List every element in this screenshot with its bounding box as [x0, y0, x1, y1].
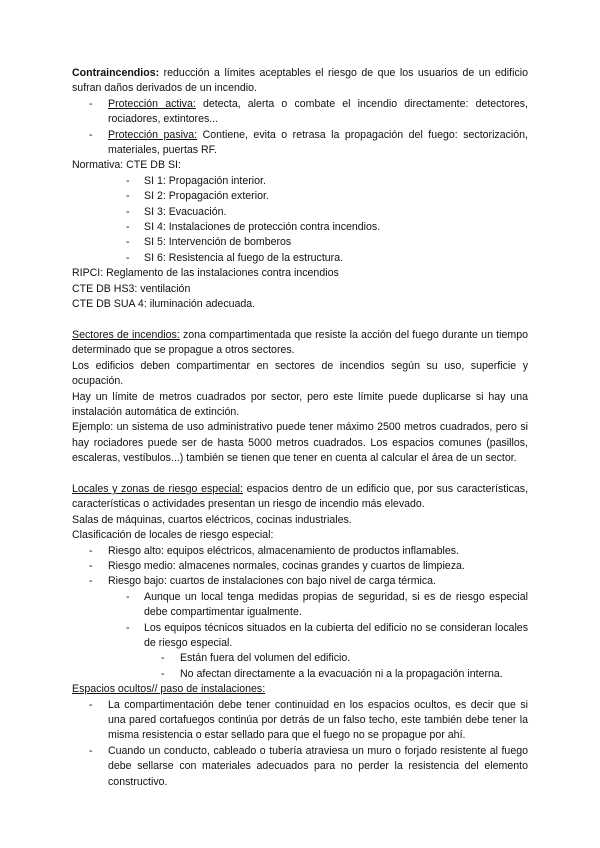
document-page — [72, 66, 528, 790]
locales-paragraph: Locales y zonas de riesgo especial: espacios dentro de un edificio que, por sus características, características o actividades presentan un riesgo de incendio más elevado. — [72, 482, 529, 511]
espacios-ocultos-heading — [72, 682, 528, 697]
list-item: - Cuando un conducto, cableado o tubería atraviesa un muro o forjado resistente al fuego debe sellarse con materiales adecuados para no perder la resistencia del elemento constructivo. — [89, 744, 528, 788]
list-item: - SI 2: Propagación exterior. — [126, 190, 269, 203]
norm-line: RIPCI: Reglamento de las instalaciones contra incendios — [72, 267, 339, 280]
paragraph: Ejemplo: un sistema de uso administrativo puede tener máximo 2500 metros cuadrados, pero si hay rociadores puede ser de hasta 5000 metros cuadrados. Los espacios comunes (pasillos, escaleras, vestíbulos...) también se tienen que tener en cuenta al calcular el área de un sector. — [72, 421, 528, 465]
contraincendios-title: Contraincendios: — [72, 67, 160, 79]
list-item: - Protección pasiva: Contiene, evita o retrasa la propagación del fuego: sectorización, materiales, puertas RF. — [89, 128, 528, 157]
list-item: - Riesgo alto: equipos eléctricos, almacenamiento de productos inflamables. — [89, 544, 459, 557]
sectores-title: Sectores de incendios: — [72, 328, 180, 341]
list-item: - SI 1: Propagación interior. — [126, 174, 266, 187]
list-item: - Protección activa: detecta, alerta o combate el incendio directamente: detectores, rociadores, extintores... — [89, 97, 528, 126]
sectores-paragraph: Sectores de incendios: zona compartimentada que resiste la acción del fuego durante un tiempo determinado que se propague a otros sectores. — [72, 328, 528, 357]
list-item: - Aunque un local tenga medidas propias de seguridad, si es de riesgo especial debe compartimentar igualmente. — [126, 590, 528, 619]
paragraph: Clasificación de locales de riesgo especial: — [72, 529, 274, 542]
normativa-heading: Normativa: CTE DB SI: — [72, 159, 181, 172]
espacios-ocultos-title: Espacios ocultos// paso de instalaciones: — [72, 683, 266, 696]
norm-line: CTE DB HS3: ventilación — [72, 282, 191, 295]
list-item: - La compartimentación debe tener continuidad en los espacios ocultos, es decir que si una pared cortafuegos continúa por detrás de un falso techo, este también debe tener la misma resistencia o estar sellado para que el fuego no se propague por ahí. — [89, 698, 528, 742]
paragraph: Hay un límite de metros cuadrados por sector, pero este límite puede duplicarse si hay una instalación automática de extinción. — [72, 390, 528, 418]
list-item: - Riesgo bajo: cuartos de instalaciones con bajo nivel de carga térmica. — [89, 575, 437, 588]
paragraph: Salas de máquinas, cuartos eléctricos, cocinas industriales. — [72, 513, 352, 526]
list-item: - SI 5: Intervención de bomberos — [126, 236, 292, 249]
paragraph: Los edificios deben compartimentar en sectores de incendios según su uso, superficie y ocupación. — [72, 359, 528, 388]
list-item: - No afectan directamente a la evacuación ni a la propagación interna. — [161, 667, 503, 680]
locales-title: Locales y zonas de riesgo especial: — [72, 482, 243, 495]
list-item: - SI 3: Evacuación. — [126, 205, 227, 218]
norm-line: CTE DB SUA 4: iluminación adecuada. — [72, 298, 256, 311]
list-item: - Riesgo medio: almacenes normales, cocinas grandes y cuartos de limpieza. — [89, 559, 465, 572]
list-item: - SI 6: Resistencia al fuego de la estructura. — [126, 251, 344, 264]
contraincendios-paragraph: Contraincendios: reducción a límites aceptables el riesgo de que los usuarios de un edificio sufran daños derivados de un incendio. — [72, 67, 528, 95]
list-item: - Los equipos técnicos situados en la cubierta del edificio no se consideran locales de riesgo especial. — [126, 621, 528, 649]
list-item: - Están fuera del volumen del edificio. — [161, 652, 351, 665]
list-item: - SI 4: Instalaciones de protección contra incendios. — [126, 221, 381, 234]
